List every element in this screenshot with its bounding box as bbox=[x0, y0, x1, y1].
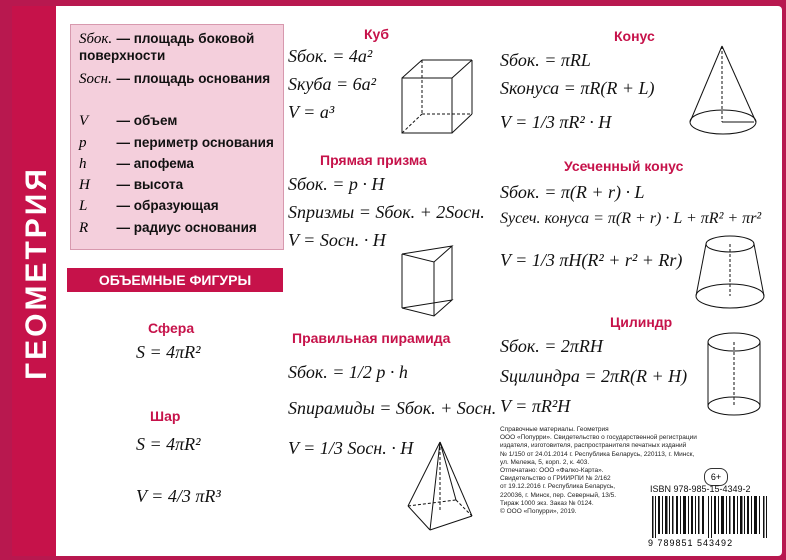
cone-figure bbox=[682, 36, 766, 140]
legend-row: H — высота bbox=[79, 177, 184, 193]
barcode-digits: 9 789851 543492 bbox=[648, 538, 734, 548]
prism-figure bbox=[392, 238, 482, 322]
side-title: ГЕОМЕТРИЯ bbox=[20, 166, 53, 380]
frustum-formula: Sусеч. конуса = π(R + r) · L + πR² + πr² bbox=[500, 210, 762, 227]
prism-formula: Sбок. = p · H bbox=[288, 174, 385, 194]
frustum-formula: Sбок. = π(R + r) · L bbox=[500, 182, 645, 202]
isbn-label: ISBN 978-985-15-4349-2 bbox=[650, 484, 751, 494]
pyramid-formula: Sбок. = 1/2 p · h bbox=[288, 362, 408, 382]
cone-formula: Sбок. = πRL bbox=[500, 50, 591, 70]
ball-formula: S = 4πR² bbox=[136, 434, 201, 454]
cube-figure bbox=[392, 48, 482, 142]
legend-row: R — радиус основания bbox=[79, 220, 257, 236]
legend-row: Sбок. — площадь боковой поверхности bbox=[79, 31, 255, 63]
notation-legend bbox=[70, 24, 284, 250]
legend-row: h — апофема bbox=[79, 156, 194, 172]
reference-card bbox=[12, 6, 782, 556]
cone-formula: Sконуса = πR(R + L) bbox=[500, 78, 655, 98]
legend-row: p — периметр основания bbox=[79, 135, 274, 151]
legend-row: V — объем bbox=[79, 113, 178, 129]
sphere-formula: S = 4πR² bbox=[136, 342, 201, 362]
prism-title: Прямая призма bbox=[320, 152, 427, 168]
age-rating-badge: 6+ bbox=[704, 468, 728, 486]
sphere-title: Сфера bbox=[148, 320, 195, 336]
side-title-bar bbox=[12, 6, 56, 556]
pyramid-formula: Sпирамиды = Sбок. + Sосн. bbox=[288, 398, 497, 418]
cube-formula: Sкуба = 6a² bbox=[288, 74, 377, 94]
cylinder-formula: Sцилиндра = 2πR(R + H) bbox=[500, 366, 688, 386]
cylinder-formula: V = πR²H bbox=[500, 396, 571, 416]
cube-formula: Sбок. = 4a² bbox=[288, 46, 373, 66]
pyramid-title: Правильная пирамида bbox=[292, 330, 451, 346]
pyramid-formula: V = 1/3 Sосн. · H bbox=[288, 438, 414, 458]
cube-formula: V = a³ bbox=[288, 102, 335, 122]
ball-title: Шар bbox=[150, 408, 181, 424]
frustum-formula: V = 1/3 πH(R² + r² + Rr) bbox=[500, 250, 683, 270]
barcode bbox=[650, 496, 770, 538]
prism-formula: V = Sосн. · H bbox=[288, 230, 386, 250]
publisher-info: Справочные материалы. Геометрия ООО «Попурри». Свидетельство о государственной регистрации издателя, изготовителя, распространителя печатных изданий № 1/150 от 24.01.2014 г. Республика Беларусь, 220113, г. Минск, ул. Мележа, 5, корп. 2, к. 403. Отпечатано: ООО «Фалко-Карта». Свидетельство о ГРИИРПИ № 2/162 от 19.12.2016 г. Республика Беларусь, 220036, г. Минск, пер. Северный, 13/5. Тираж 1000 экз. Заказ № 0124. © ООО «Попурри», 2019. bbox=[500, 426, 697, 516]
cube-title: Куб bbox=[364, 26, 389, 42]
cylinder-title: Цилиндр bbox=[610, 314, 673, 330]
pyramid-figure bbox=[398, 434, 490, 544]
ball-formula: V = 4/3 πR³ bbox=[136, 486, 221, 506]
section-banner: ОБЪЕМНЫЕ ФИГУРЫ bbox=[67, 268, 283, 292]
prism-formula: Sпризмы = Sбок. + 2Sосн. bbox=[288, 202, 485, 222]
cylinder-formula: Sбок. = 2πRH bbox=[500, 336, 603, 356]
cone-title: Конус bbox=[614, 28, 655, 44]
legend-row: Sосн. — площадь основания bbox=[79, 71, 271, 87]
frustum-title: Усеченный конус bbox=[564, 158, 684, 174]
frustum-figure bbox=[692, 228, 776, 316]
legend-row: L — образующая bbox=[79, 198, 219, 214]
cone-formula: V = 1/3 πR² · H bbox=[500, 112, 612, 132]
cylinder-figure bbox=[702, 326, 772, 424]
